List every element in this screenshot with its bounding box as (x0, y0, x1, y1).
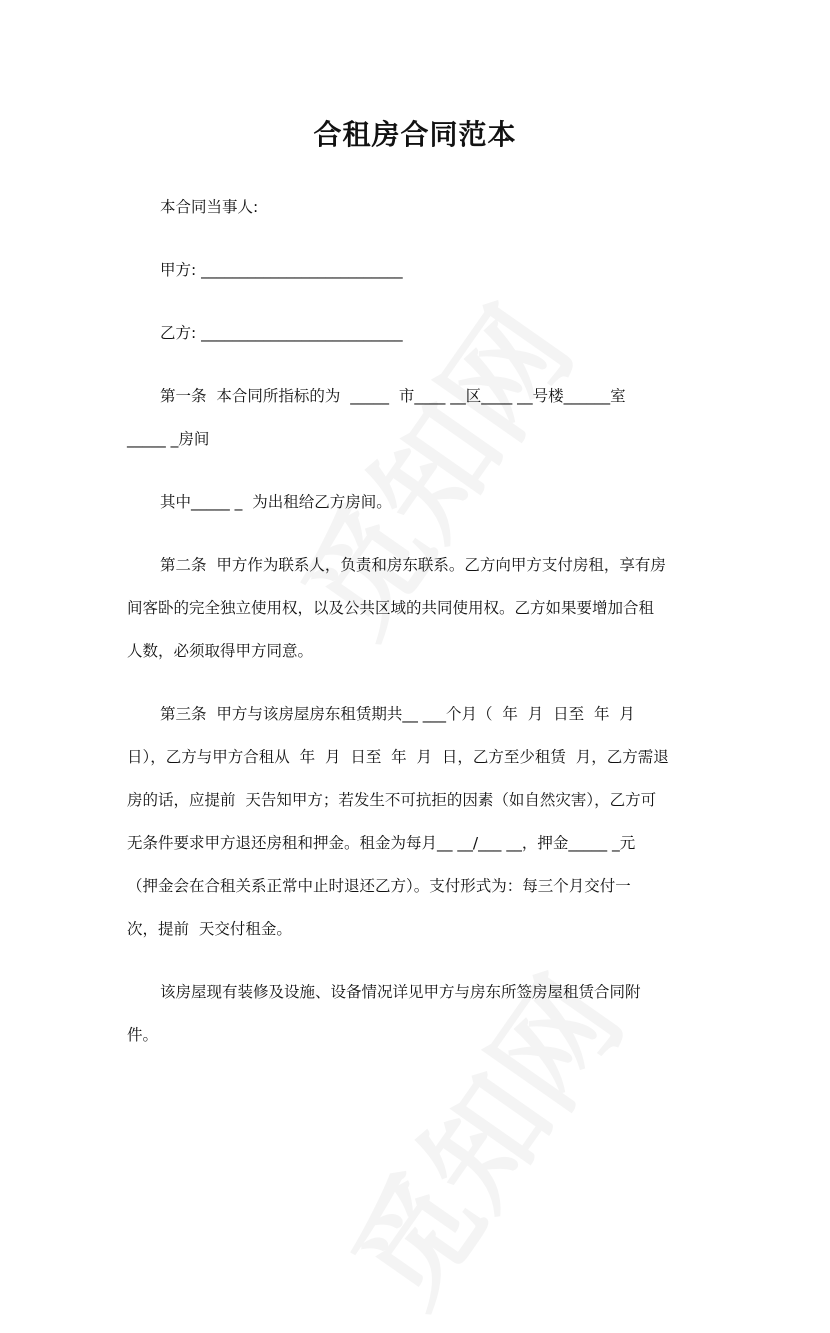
paragraph-line: 其中_____ _ 为出租给乙方房间。 (160, 493, 392, 511)
paragraph-line: 甲方: __________________________ (160, 261, 403, 279)
paragraph-line: （押金会在合租关系正常中止时退还乙方）。支付形式为：每三个月交付一 (127, 877, 631, 895)
paragraph (127, 693, 697, 951)
paragraph-line: 无条件要求甲方退还房租和押金。租金为每月__ __/___ __，押金_____ _元 (127, 834, 636, 852)
paragraph-line: 房的话，应提前 天告知甲方；若发生不可抗拒的因素（如自然灾害），乙方可 (127, 791, 657, 809)
paragraph (127, 312, 697, 355)
paragraph-line: 日），乙方与甲方合租从 年 月 日至 年 月 日，乙方至少租赁 月，乙方需退 (127, 748, 669, 766)
document-body (127, 186, 697, 1077)
paragraph (127, 186, 697, 229)
paragraph (127, 249, 697, 292)
paragraph-line: 间客卧的完全独立使用权，以及公共区域的共同使用权。乙方如果要增加合租 (127, 599, 655, 617)
paragraph (127, 544, 697, 673)
paragraph-line: 人数，必须取得甲方同意。 (127, 642, 314, 660)
paragraph-line: 第二条 甲方作为联系人，负责和房东联系。乙方向甲方支付房租，享有房 (160, 556, 666, 574)
paragraph-line: 次，提前 天交付租金。 (127, 920, 292, 938)
paragraph-line: _____ _房间 (127, 430, 210, 448)
paragraph-line: 乙方: __________________________ (160, 324, 403, 342)
paragraph-line: 第一条 本合同所指标的为 _____ 市____ __区____ __号楼______室 (160, 387, 626, 405)
paragraph (127, 481, 697, 524)
paragraph-line: 本合同当事人: (160, 198, 259, 216)
paragraph-line: 该房屋现有装修及设施、设备情况详见甲方与房东所签房屋租赁合同附 (160, 983, 641, 1001)
paragraph-line: 件。 (127, 1026, 159, 1044)
paragraph (127, 971, 697, 1057)
document-title: 合租房合同范本 (313, 118, 517, 151)
paragraph (127, 375, 697, 461)
paragraph-line: 第三条 甲方与该房屋房东租赁期共__ ___个月（ 年 月 日至 年 月 (160, 705, 635, 723)
